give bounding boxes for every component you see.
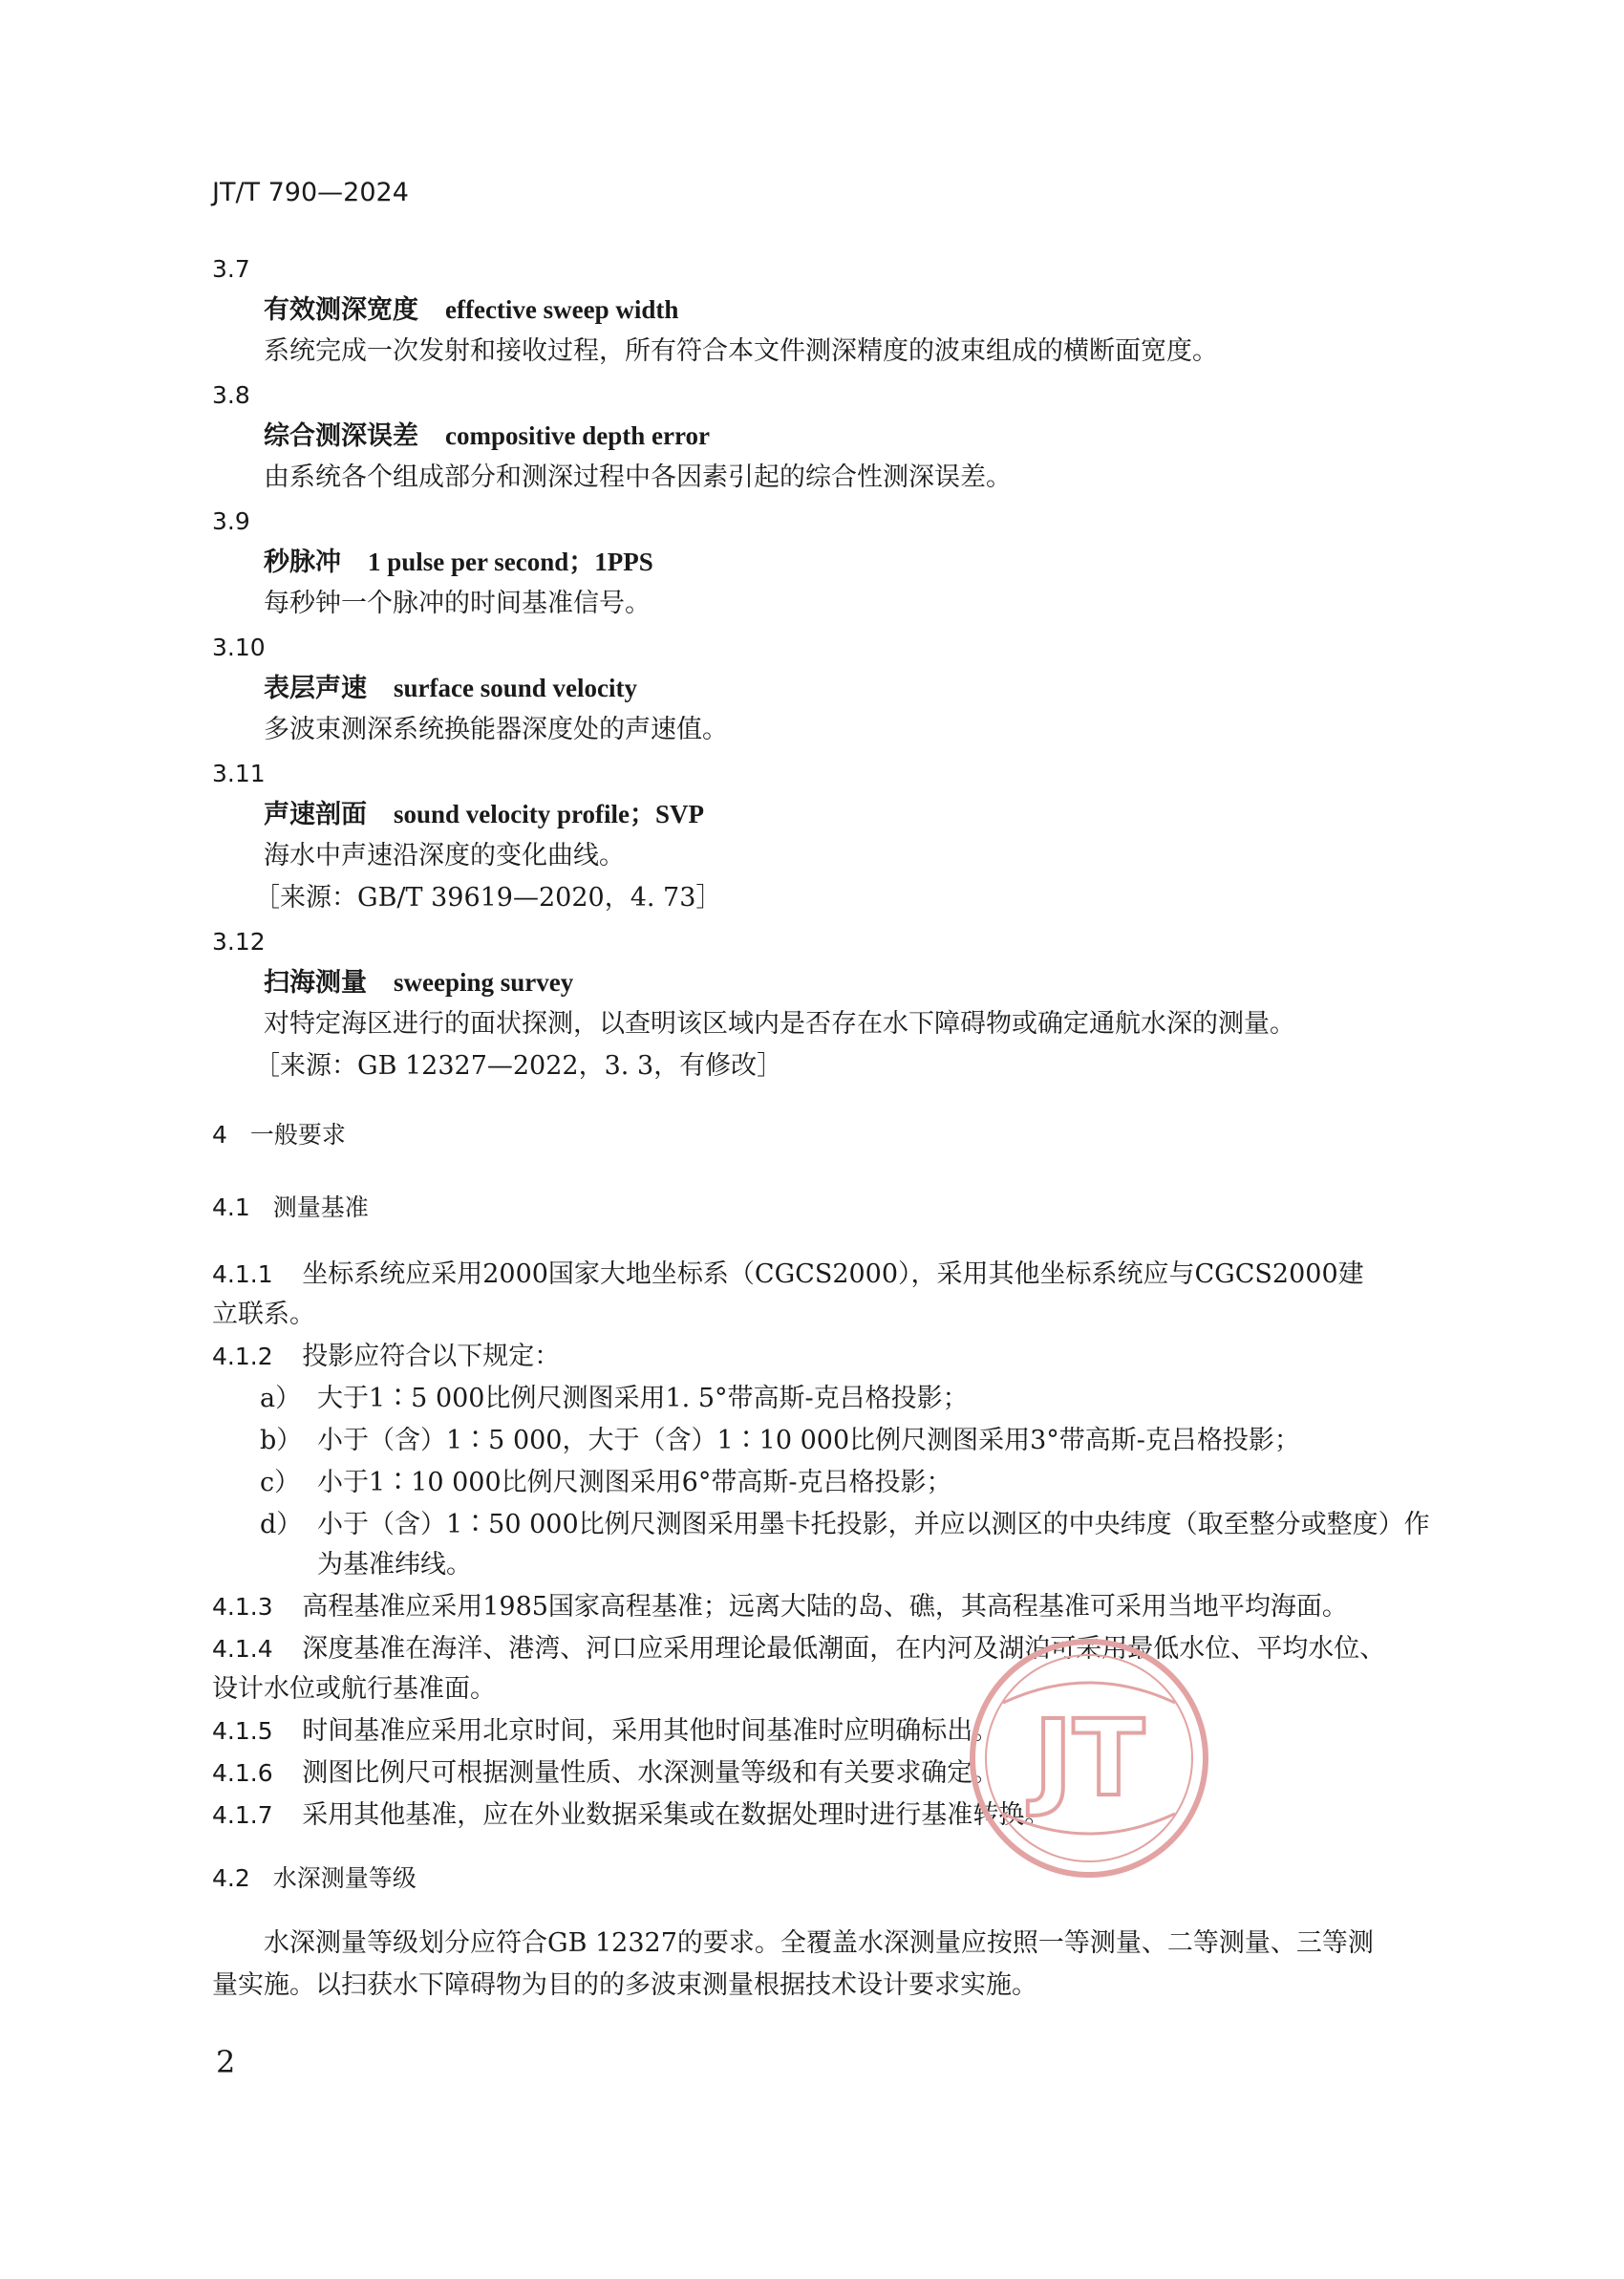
- clause-number: 4.1.5: [212, 1717, 273, 1745]
- clause-4-1-3: [212, 1590, 1348, 1624]
- paragraph-cont: 量实施。以扫获水下障碍物为目的的多波束测量根据技术设计要求实施。: [212, 1970, 1037, 2000]
- term-title: [264, 671, 637, 706]
- term-definition: 系统完成一次发射和接收过程，所有符合本文件测深精度的波束组成的横断面宽度。: [264, 336, 1218, 366]
- term-zh: 声速剖面: [264, 800, 367, 829]
- term-zh: 秒脉冲: [264, 548, 341, 577]
- list-text: 小于1∶10 000比例尺测图采用6°带高斯-克吕格投影；: [317, 1468, 952, 1497]
- term-definition: 对特定海区进行的面状探测，以查明该区域内是否存在水下障碍物或确定通航水深的测量。: [264, 1009, 1295, 1039]
- term-number: 3.11: [212, 760, 266, 787]
- list-marker: c）: [260, 1468, 301, 1497]
- list-marker: a）: [260, 1384, 302, 1413]
- clause-text: 高程基准应采用1985国家高程基准；远离大陆的岛、礁，其高程基准可采用当地平均海面。: [302, 1592, 1348, 1622]
- subsection-heading: [212, 1861, 417, 1896]
- paragraph: 水深测量等级划分应符合GB 12327的要求。全覆盖水深测量应按照一等测量、二等测量、三等测: [264, 1928, 1374, 1958]
- clause-text: 深度基准在海洋、港湾、河口应采用理论最低潮面，在内河及湖泊可采用最低水位、平均水位、: [302, 1634, 1386, 1664]
- jt-stamp-watermark: [965, 1634, 1213, 1882]
- subsection-title: 测量基准: [272, 1193, 369, 1221]
- list-text-cont: 为基准纬线。: [317, 1550, 472, 1580]
- clause-text-cont: 立联系。: [212, 1300, 315, 1329]
- term-number: 3.9: [212, 507, 250, 535]
- stamp-text: JT: [1034, 1697, 1144, 1819]
- term-en: 1 pulse per second；1PPS: [368, 548, 653, 576]
- list-item: [260, 1466, 951, 1500]
- clause-text: 测图比例尺可根据测量性质、水深测量等级和有关要求确定。: [302, 1758, 999, 1788]
- list-item: [260, 1424, 1300, 1458]
- term-number: 3.7: [212, 255, 250, 283]
- term-source: ［来源：GB 12327—2022，3. 3，有修改］: [254, 1051, 783, 1081]
- doc-code: JT/T 790—2024: [212, 178, 409, 207]
- term-en: effective sweep width: [445, 295, 679, 324]
- clause-text: 时间基准应采用北京时间，采用其他时间基准时应明确标出。: [302, 1716, 999, 1746]
- clause-4-1-5: [212, 1714, 998, 1749]
- list-text: 小于（含）1∶50 000比例尺测图采用墨卡托投影，并应以测区的中央纬度（取至整分或整度）作: [317, 1510, 1430, 1539]
- list-text: 小于（含）1∶5 000，大于（含）1∶10 000比例尺测图采用3°带高斯-克吕格投影；: [317, 1426, 1300, 1455]
- term-number: 3.12: [212, 928, 266, 956]
- term-source: ［来源：GB/T 39619—2020，4. 73］: [254, 883, 722, 913]
- term-zh: 有效测深宽度: [264, 295, 418, 325]
- term-definition: 由系统各个组成部分和测深过程中各因素引起的综合性测深误差。: [264, 462, 1012, 492]
- clause-number: 4.1.7: [212, 1801, 273, 1829]
- term-zh: 扫海测量: [264, 968, 367, 998]
- term-en: sound velocity profile；SVP: [394, 800, 705, 828]
- list-item: [260, 1382, 969, 1416]
- list-item: [260, 1508, 1430, 1542]
- term-en: surface sound velocity: [394, 674, 637, 702]
- clause-number: 4.1.6: [212, 1759, 273, 1787]
- clause-number: 4.1.1: [212, 1260, 273, 1288]
- term-zh: 综合测深误差: [264, 421, 418, 451]
- clause-number: 4.1.3: [212, 1593, 273, 1621]
- clause-4-1-7: [212, 1798, 1050, 1833]
- term-title: [264, 292, 678, 328]
- term-en: sweeping survey: [394, 968, 574, 997]
- term-definition: 每秒钟一个脉冲的时间基准信号。: [264, 589, 651, 618]
- subsection-heading: [212, 1191, 369, 1225]
- term-definition: 多波束测深系统换能器深度处的声速值。: [264, 715, 728, 744]
- list-marker: b）: [260, 1426, 303, 1455]
- section-heading: [212, 1118, 346, 1152]
- term-zh: 表层声速: [264, 674, 367, 703]
- term-number: 3.10: [212, 634, 266, 661]
- clause-4-1-2: [212, 1340, 560, 1374]
- clause-4-1-1: [212, 1258, 1435, 1292]
- section-title: 一般要求: [249, 1121, 346, 1149]
- clause-number: 4.1.4: [212, 1635, 273, 1663]
- term-number: 3.8: [212, 381, 250, 409]
- list-marker: d）: [260, 1510, 303, 1539]
- clause-text: 采用其他基准，应在外业数据采集或在数据处理时进行基准转换。: [302, 1800, 1051, 1830]
- clause-text-cont: 设计水位或航行基准面。: [212, 1674, 496, 1704]
- subsection-number: 4.1: [212, 1193, 250, 1221]
- subsection-number: 4.2: [212, 1864, 250, 1892]
- clause-4-1-6: [212, 1756, 998, 1791]
- clause-text: 坐标系统应采用2000国家大地坐标系（CGCS2000），采用其他坐标系统应与CGCS2000建: [302, 1259, 1364, 1289]
- term-title: [264, 965, 573, 1000]
- term-title: [264, 419, 710, 454]
- term-en: compositive depth error: [445, 421, 710, 450]
- term-title: [264, 545, 653, 580]
- term-title: [264, 797, 704, 832]
- page-number: 2: [216, 2044, 236, 2080]
- subsection-title: 水深测量等级: [272, 1864, 417, 1892]
- clause-text: 投影应符合以下规定：: [302, 1342, 561, 1371]
- list-text: 大于1∶5 000比例尺测图采用1. 5°带高斯-克吕格投影；: [317, 1384, 969, 1413]
- term-definition: 海水中声速沿深度的变化曲线。: [264, 841, 625, 871]
- clause-number: 4.1.2: [212, 1343, 273, 1370]
- section-number: 4: [212, 1121, 227, 1149]
